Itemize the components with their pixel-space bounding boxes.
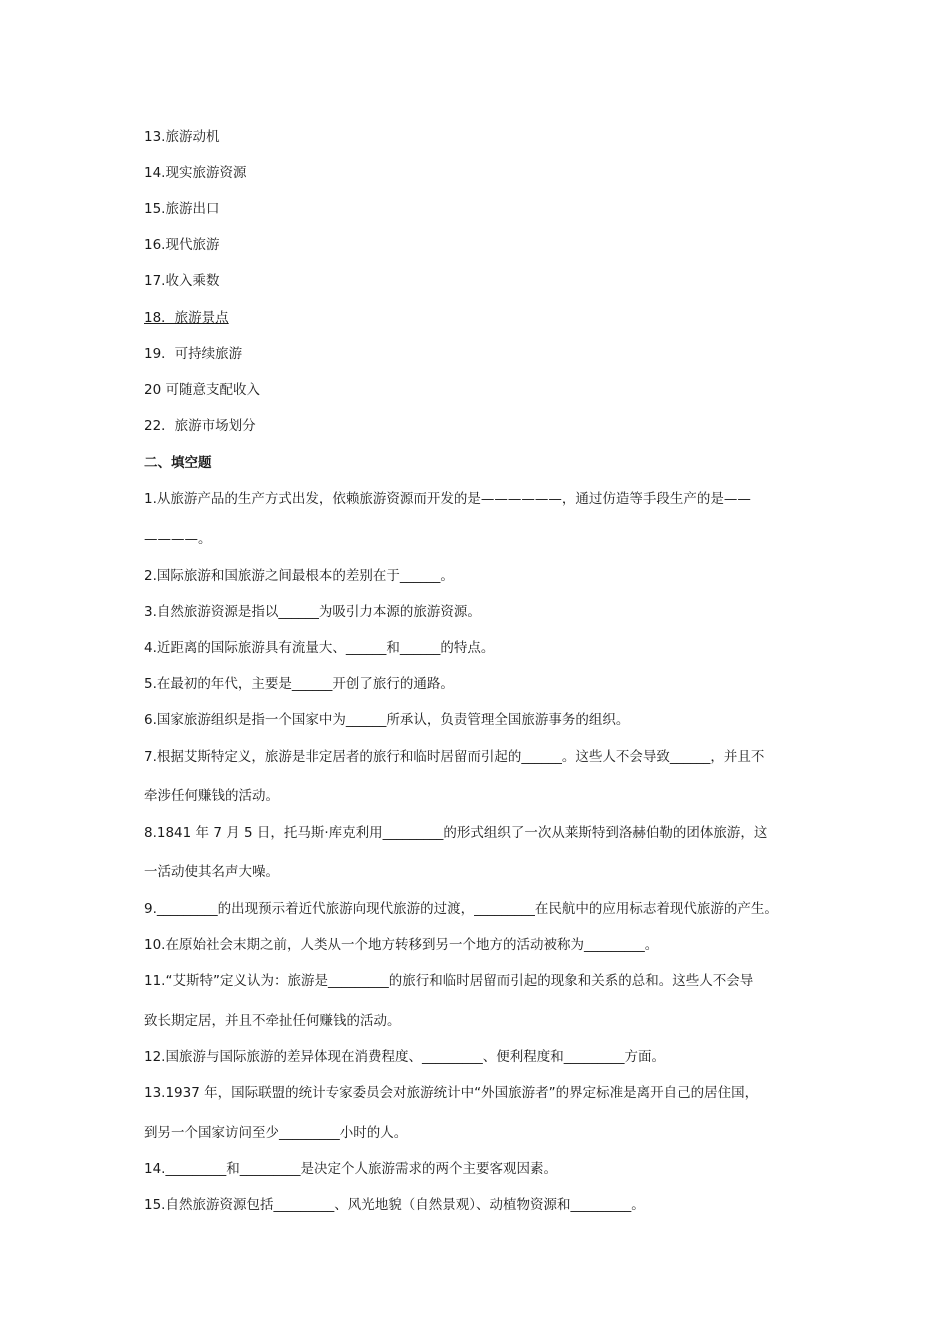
- question-line: 7.根据艾斯特定义，旅游是非定居者的旅行和临时居留而引起的______。这些人不会导致______，并且不: [144, 749, 765, 765]
- term-item: 22．旅游市场划分: [144, 418, 256, 434]
- question-line: 1.从旅游产品的生产方式出发，依赖旅游资源而开发的是——————，通过仿造等手段生产的是——: [144, 491, 751, 507]
- question-line: 5.在最初的年代，主要是______开创了旅行的通路。: [144, 676, 454, 692]
- question-line: 13.1937 年，国际联盟的统计专家委员会对旅游统计中“外国旅游者”的界定标准是离开自己的居住国，: [144, 1085, 759, 1101]
- question-line: 一活动使其名声大噪。: [144, 864, 279, 880]
- term-item: 15.旅游出口: [144, 201, 220, 217]
- question-line: 6.国家旅游组织是指一个国家中为______所承认，负责管理全国旅游事务的组织。: [144, 712, 630, 728]
- question-line: 8.1841 年 7 月 5 日，托马斯·库克利用_________的形式组织了一次从莱斯特到洛赫伯勒的团体旅游，这: [144, 825, 768, 841]
- section-heading: 二、填空题: [144, 455, 212, 471]
- question-line: 11.“艾斯特”定义认为：旅游是_________的旅行和临时居留而引起的现象和关系的总和。这些人不会导: [144, 973, 754, 989]
- term-item: 13.旅游动机: [144, 129, 220, 145]
- term-item: 20 可随意支配收入: [144, 382, 260, 398]
- term-item: 16.现代旅游: [144, 237, 220, 253]
- question-line: 9._________的出现预示着近代旅游向现代旅游的过渡，_________在民航中的应用标志着现代旅游的产生。: [144, 901, 778, 917]
- question-line: 3.自然旅游资源是指以______为吸引力本源的旅游资源。: [144, 604, 481, 620]
- term-item: 18．旅游景点: [144, 310, 229, 326]
- question-line: 15.自然旅游资源包括_________、风光地貌（自然景观）、动植物资源和_________。: [144, 1197, 645, 1213]
- question-line: 到另一个国家访问至少_________小时的人。: [144, 1125, 408, 1141]
- term-item: 14.现实旅游资源: [144, 165, 247, 181]
- question-line: 致长期定居，并且不牵扯任何赚钱的活动。: [144, 1013, 401, 1029]
- question-line: 牵涉任何赚钱的活动。: [144, 788, 279, 804]
- term-item: 19．可持续旅游: [144, 346, 243, 362]
- question-line: 12.国旅游与国际旅游的差异体现在消费程度、_________、便利程度和_________方面。: [144, 1049, 665, 1065]
- question-line: 10.在原始社会末期之前，人类从一个地方转移到另一个地方的活动被称为_________。: [144, 937, 659, 953]
- question-line: 2.国际旅游和国旅游之间最根本的差别在于______。: [144, 568, 454, 584]
- question-line: 4.近距离的国际旅游具有流量大、______和______的特点。: [144, 640, 495, 656]
- question-line: ————。: [144, 531, 212, 547]
- question-line: 14._________和_________是决定个人旅游需求的两个主要客观因素。: [144, 1161, 557, 1177]
- term-item: 17.收入乘数: [144, 273, 220, 289]
